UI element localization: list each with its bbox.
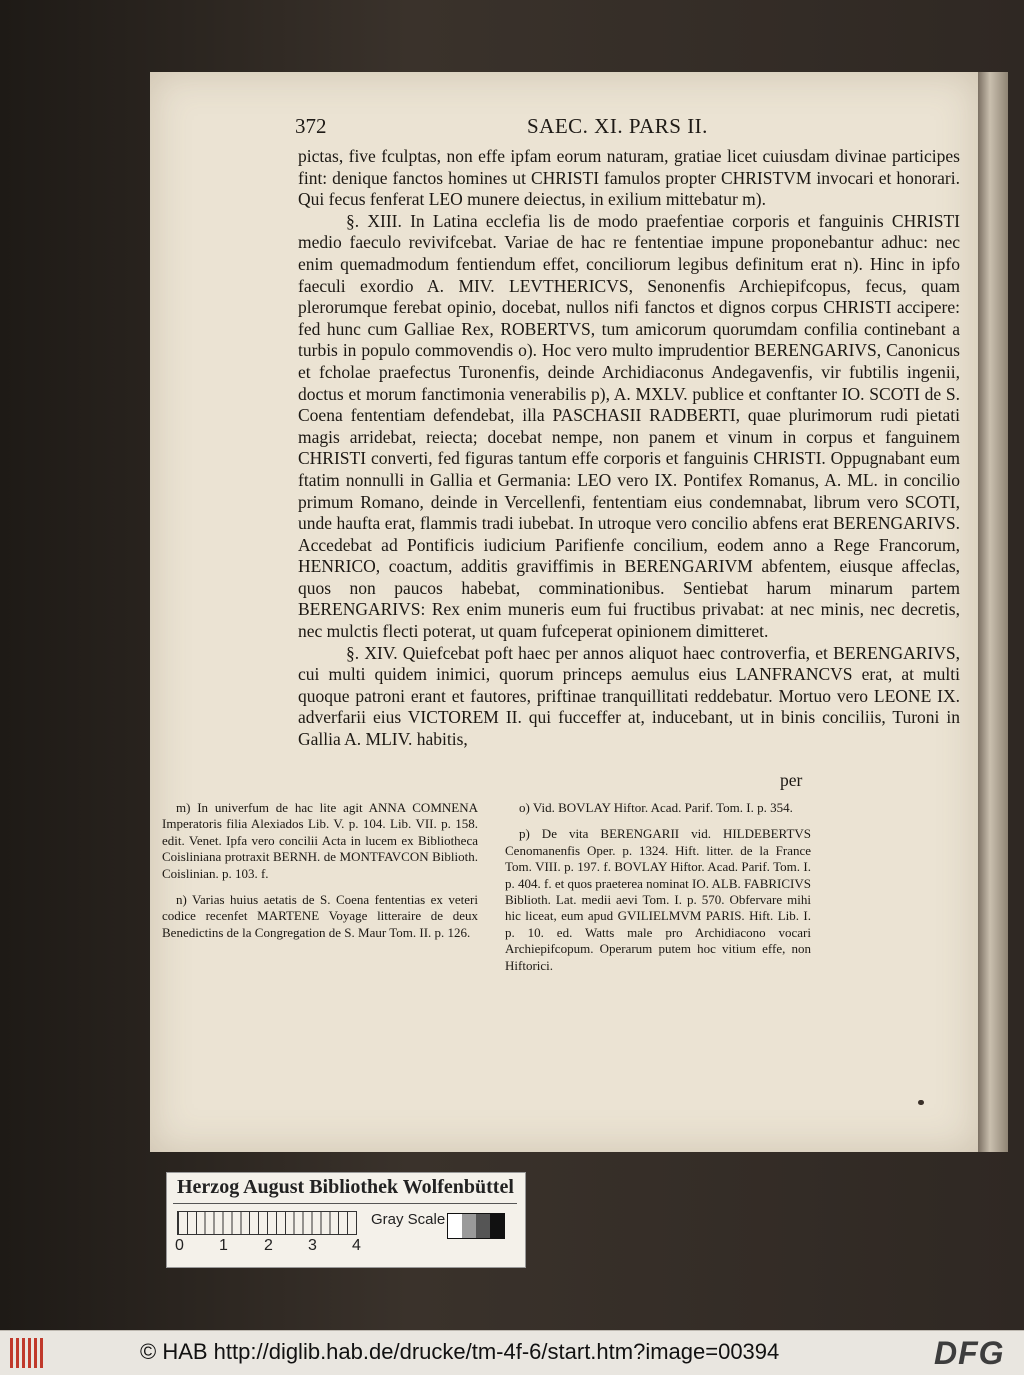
ruler-number: 3 xyxy=(308,1237,317,1254)
paragraph-3: §. XIV. Quiefcebat poft haec per annos aliquot haec controverfia, et BERENGARIVS, cui multi quidem inimici, quorum princeps aemulus eius LANFRANCVS erat, at multi quoque patroni erant et fautores, priftinae tranquillitati reddebatur. Mortuo vero LEONE IX. adverfarii eius VICTOREM II. qui fucceffer at, inducebant, ut in binis conciliis, Turoni in Gallia A. MLIV. habitis, xyxy=(298,642,960,750)
scale-ruler xyxy=(177,1211,357,1235)
barcode-icon xyxy=(10,1338,46,1368)
gray-swatch xyxy=(448,1214,462,1238)
label-divider xyxy=(173,1203,517,1204)
dfg-logo: DFG xyxy=(934,1335,1005,1371)
footnote-o: o) Vid. BOVLAY Hiftor. Acad. Parif. Tom. I. p. 354. xyxy=(519,800,793,815)
header-title: SAEC. XI. PARS II. xyxy=(527,114,708,138)
footer-bar xyxy=(0,1330,1024,1375)
ruler-number: 1 xyxy=(219,1237,228,1254)
library-label-card xyxy=(166,1172,526,1268)
footnote-m: m) In univerfum de hac lite agit ANNA COMNENA Imperatoris filia Alexiados Lib. V. p. 104. Lib. VII. p. 158. edit. Venet. Ipfa vero concilii Acta in lucem ex Bibliotheca Coisliniana protraxit BERNH. de MONTFAVCON Biblioth. Coislinian. p. 103. f. xyxy=(162,800,478,881)
paragraph-1: pictas, five fculptas, non effe ipfam eorum naturam, gratiae licet cuiusdam divinae participes fint: denique fanctos homines ut CHRISTI famulos propter CHRISTVM invocari et honorari. Qui fecus fenferat LEO munere deiectus, in exilium mittebatur m). xyxy=(298,146,960,210)
footer-credit-link[interactable]: © HAB http://diglib.hab.de/drucke/tm-4f-6/start.htm?image=00394 xyxy=(140,1339,780,1364)
gray-scale-swatches xyxy=(447,1213,505,1239)
page-edge xyxy=(978,72,1008,1152)
gray-swatch xyxy=(462,1214,476,1238)
ruler-number: 4 xyxy=(352,1237,361,1254)
footnote-n: n) Varias huius aetatis de S. Coena fententias ex veteri codice recenfet MARTENE Voyage litteraire de deux Benedictins de la Congregation de S. Maur Tom. II. p. 126. xyxy=(162,892,478,940)
gray-swatch xyxy=(476,1214,490,1238)
ruler-number: 0 xyxy=(175,1237,184,1254)
footnotes-right xyxy=(505,800,811,984)
library-name: Herzog August Bibliothek Wolfenbüttel xyxy=(177,1176,514,1198)
footnote-p: p) De vita BERENGARII vid. HILDEBERTVS Cenomanenfis Oper. p. 1324. Hift. litter. de la France Tom. VIII. p. 197. f. BOVLAY Hiftor. Acad. Parif. Tom. I. p. 404. f. et quos praeterea nominat IO. ALB. FABRICIVS Biblioth. Lat. medii aevi Tom. I. p. 570. Obfervare mihi hic liceat, eum apud GVILIELMVM PARIS. Hift. Lib. I. p. 10. ed. Watts male pro Archidiacono vocari Archiepifcopum. Operarum putem hoc vitium effe, non Hiftorici. xyxy=(505,826,811,973)
paragraph-2: §. XIII. In Latina ecclefia lis de modo praefentiae corporis et fanguinis CHRISTI medio faeculo revivifcebat. Variae de hac re fententiae impune proponebantur adhuc: nec enim quemadmodum fentiendum effet, conciliorum legibus definitum erat n). Hinc in ipfo faeculi exordio A. MIV. LEVTHERICVS, Senonenfis Archiepifcopus, fecus, quam plerorumque ferebat opinio, docebat, nullos nifi fanctos et dignos corpus CHRISTI accipere: fed hunc cum Galliae Rex, ROBERTVS, tum amicorum quorumdam confilia continebant a turbis in populo commovendis o). Hoc vero multo imprudentior BERENGARIVS, Canonicus et fcholae praefectus Turonenfis, deinde Archidiaconus Andegavenfis, vir fubtilis ingenii, doctus et morum fanctimonia venerabilis p), A. MXLV. publice et conftanter IO. SCOTI de S. Coena fententiam defendebat, illa PASCHASII RADBERTI, quae plurimorum rudi pietati magis arridebat, reiecta; docebat nempe, non panem et vinum in corpus et fanguinem CHRISTI converti, fed figuras tantum effe corporis et fanguinis CHRISTI. Oppugnabant eum ftatim nonnulli in Gallia et Germania: LEO vero IX. Pontifex Romanus, A. ML. in concilio primum Romano, deinde in Vercellenfi, fententiam eius condemnabat, librum vero SCOTI, unde haufta erat, flammis tradi iubebat. In utroque vero concilio abfens erat BERENGARIVS. Accedebat ad Pontificis iudicium Parifienfe concilium, eodem anno a Rege Francorum, HENRICO, coactum, additis graviffimis in BERENGARIVM abfentem, eiusque affeclas, quos non paucos habebat, comminationibus. Sentiebat harum minarum partem BERENGARIVS: Rex enim muneris eum fui fructibus privabat: at nec minis, nec decretis, nec mulctis flecti poterat, ut quam fufceperat opinionem dimitteret. xyxy=(298,210,960,642)
book-page xyxy=(150,72,978,1152)
page-number: 372 xyxy=(295,114,327,138)
catchword: per xyxy=(780,770,803,790)
gray-swatch xyxy=(490,1214,504,1238)
ruler-number: 2 xyxy=(264,1237,273,1254)
gray-scale-label: Gray Scale xyxy=(371,1211,446,1228)
ink-dot xyxy=(918,1100,924,1105)
footnotes-left xyxy=(162,800,478,951)
main-text xyxy=(298,146,960,751)
